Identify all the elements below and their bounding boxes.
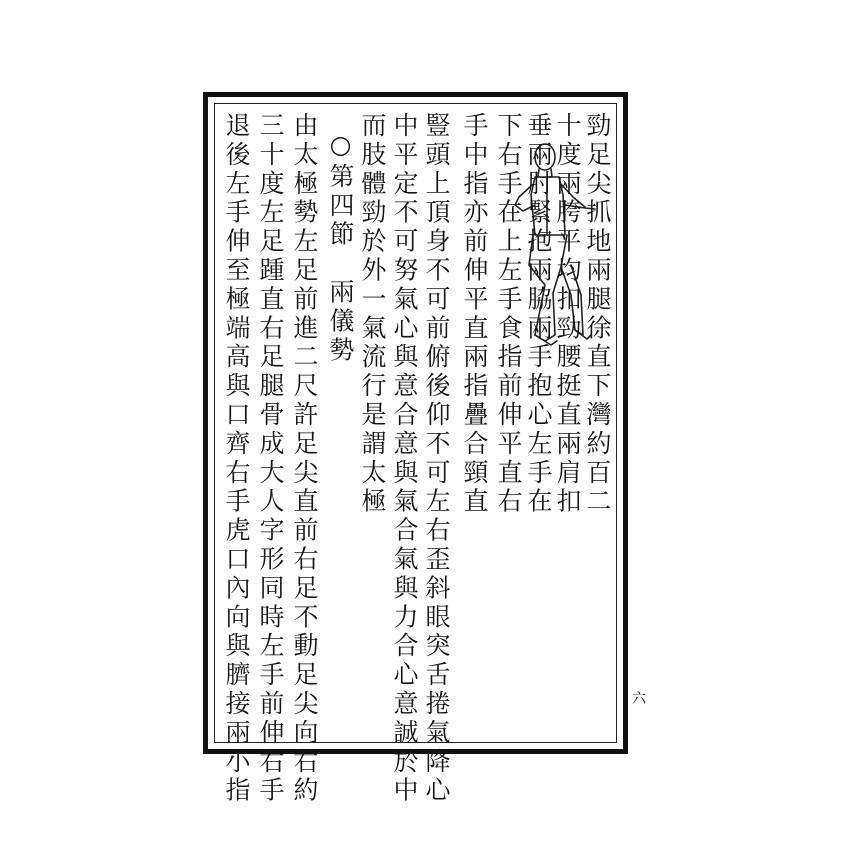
text-column: 由太極勢左足前進二尺許足尖直前右足不動足尖向右約	[290, 112, 319, 806]
text-column: 退後左手伸至極端高與口齊右手虎口內向與臍接兩小指	[222, 112, 251, 806]
text-column: 手中指亦前伸平直兩指疊合頸直	[460, 112, 489, 517]
text-column: 十度兩胯平均扣勁腰挺直兩肩扣	[553, 112, 582, 517]
text-column: 三十度左足踵直右足腿骨成大人字形同時左手前伸右手	[256, 112, 285, 806]
page-number: 六	[632, 691, 646, 707]
text-column: 下右手在上左手食指前伸平直右	[494, 112, 523, 517]
text-column: 垂兩肘緊抱兩脇兩手抱心左手在	[524, 112, 553, 517]
section-heading: ○第四節 兩儀勢	[326, 130, 355, 366]
text-column: 而肢體勁於外一氣流行是謂太極	[358, 112, 387, 517]
text-column: 中平定不可努氣心與意合意與氣合氣與力合心意誠於中	[390, 112, 419, 806]
text-column: 豎頭上頂身不可前俯後仰不可左右歪斜眼突舌捲氣降心	[422, 112, 451, 806]
text-column: 勁足尖抓地兩腿徐直下灣約百二	[583, 112, 612, 517]
